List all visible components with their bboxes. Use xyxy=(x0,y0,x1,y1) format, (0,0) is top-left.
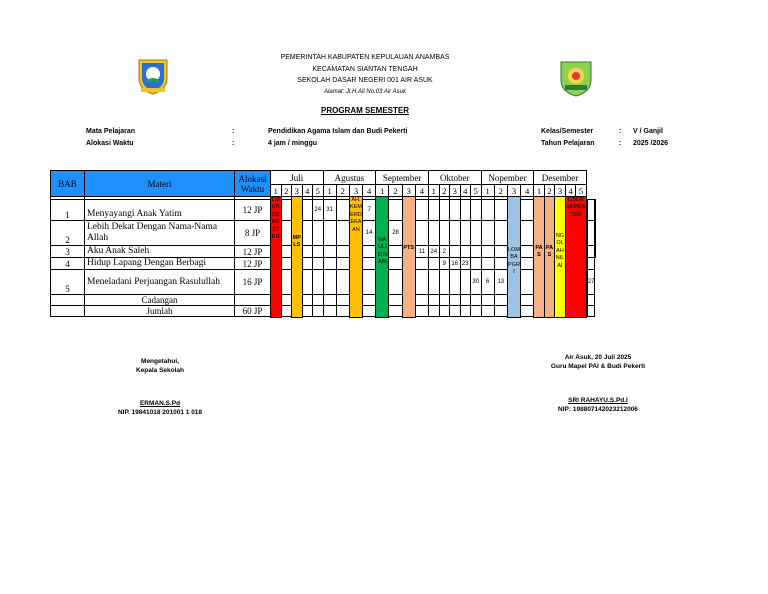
week-cell xyxy=(323,221,336,246)
spacer-cell xyxy=(587,317,595,318)
info-colons xyxy=(232,126,234,150)
week-cell xyxy=(302,295,313,306)
date-cell: 9 xyxy=(439,258,450,270)
week-cell: 5 xyxy=(471,185,482,197)
week-cell xyxy=(363,246,376,258)
week-cell xyxy=(363,258,376,270)
spacer-cell xyxy=(336,317,349,318)
week-cell xyxy=(481,200,494,221)
info-values-right xyxy=(633,126,668,150)
week-cell: 4 xyxy=(565,185,576,197)
date-cell: 16 xyxy=(450,258,461,270)
week-cell xyxy=(336,200,349,221)
week-cell xyxy=(363,306,376,317)
jp-cell: 16 JP xyxy=(235,270,271,295)
week-cell: 2 xyxy=(281,185,292,197)
week-cell xyxy=(460,221,471,246)
week-cell xyxy=(494,306,507,317)
event-pas-2: PAS xyxy=(544,197,555,318)
week-cell xyxy=(439,221,450,246)
week-cell xyxy=(450,221,461,246)
week-cell xyxy=(415,200,428,221)
tahun-label: Tahun Pelajaran xyxy=(541,140,595,147)
week-cell xyxy=(389,258,402,270)
week-cell: 5 xyxy=(313,185,324,197)
week-cell: 2 xyxy=(544,185,555,197)
week-cell xyxy=(313,270,324,295)
kabupaten-logo xyxy=(133,56,173,96)
colon: : xyxy=(232,140,235,147)
week-cell xyxy=(460,200,471,221)
week-cell xyxy=(389,295,402,306)
week-cell xyxy=(429,221,440,246)
date-cell: 6 xyxy=(481,270,494,295)
week-cell xyxy=(415,295,428,306)
week-cell xyxy=(281,200,292,221)
date-cell: 11 xyxy=(415,246,428,258)
week-cell xyxy=(460,295,471,306)
spacer-cell xyxy=(494,317,507,318)
week-cell xyxy=(302,270,313,295)
jp-cell: 12 JP xyxy=(235,246,271,258)
week-cell xyxy=(481,306,494,317)
month-oktober: Oktober xyxy=(429,171,482,185)
week-cell: 1 xyxy=(481,185,494,197)
week-cell xyxy=(313,295,324,306)
spacer-cell xyxy=(51,317,85,318)
week-cell: 4 xyxy=(302,185,313,197)
bab-cell xyxy=(51,295,85,306)
week-cell xyxy=(313,246,324,258)
week-cell: 1 xyxy=(534,185,545,197)
week-cell xyxy=(587,221,595,246)
info-labels xyxy=(86,126,135,150)
month-september: September xyxy=(376,171,429,185)
week-cell: 3 xyxy=(507,185,520,197)
materi-cell: Aku Anak Saleh xyxy=(85,246,235,258)
week-cell xyxy=(587,246,595,258)
materi-cell: Hidup Lapang Dengan Berbagi xyxy=(85,258,235,270)
col-bab: BAB xyxy=(51,171,85,197)
week-cell xyxy=(595,221,596,246)
week-cell xyxy=(587,306,595,317)
week-cell: 2 xyxy=(389,185,402,197)
week-cell xyxy=(521,200,534,221)
sig-left-line2: Kepala Sekolah xyxy=(135,367,185,374)
header-address: Alamat: Jl.H.Ali No.03 Air Asuk xyxy=(324,88,406,95)
week-cell xyxy=(494,200,507,221)
week-cell: 3 xyxy=(349,185,362,197)
week-cell xyxy=(363,295,376,306)
week-cell: 3 xyxy=(450,185,461,197)
week-cell xyxy=(429,200,440,221)
week-cell xyxy=(521,221,534,246)
week-cell: 1 xyxy=(429,185,440,197)
week-cell xyxy=(439,200,450,221)
school-logo xyxy=(556,58,596,98)
materi-cell: Lebih Dekat Dengan Nama-Nama Allah xyxy=(85,221,235,246)
week-cell xyxy=(471,246,482,258)
week-cell xyxy=(439,306,450,317)
week-cell: 5 xyxy=(576,185,587,197)
week-cell: 4 xyxy=(363,185,376,197)
week-cell xyxy=(595,200,596,221)
header-line-2: KECAMATAN SIANTAN TENGAH xyxy=(312,65,418,73)
week-cell xyxy=(336,270,349,295)
week-cell xyxy=(521,270,534,295)
spacer-cell xyxy=(363,317,376,318)
event-mpls: MPLS xyxy=(292,197,303,318)
week-cell xyxy=(336,258,349,270)
colon: : xyxy=(232,128,235,135)
colon: : xyxy=(619,140,622,147)
week-cell xyxy=(494,258,507,270)
week-cell xyxy=(439,295,450,306)
signature-right xyxy=(528,353,668,371)
week-cell xyxy=(481,295,494,306)
spacer-cell xyxy=(450,317,461,318)
week-cell: 4 xyxy=(521,185,534,197)
col-materi: Materi xyxy=(85,171,235,197)
date-cell: 27 xyxy=(587,270,595,295)
week-cell xyxy=(481,258,494,270)
jumlah-label: Jumlah xyxy=(85,306,235,317)
week-cell xyxy=(389,200,402,221)
bab-cell: 4 xyxy=(51,258,85,270)
page-title: PROGRAM SEMESTER xyxy=(320,106,409,115)
week-cell xyxy=(281,306,292,317)
week-cell xyxy=(595,246,596,258)
week-cell xyxy=(439,270,450,295)
month-juli: Juli xyxy=(271,171,324,185)
bab-cell: 1 xyxy=(51,200,85,221)
week-cell xyxy=(281,295,292,306)
date-cell: 13 xyxy=(494,270,507,295)
spacer-cell xyxy=(521,317,534,318)
spacer-cell xyxy=(281,317,292,318)
info-labels-right xyxy=(541,126,595,150)
week-cell: 3 xyxy=(402,185,415,197)
week-cell xyxy=(481,221,494,246)
week-cell xyxy=(336,221,349,246)
week-cell xyxy=(429,258,440,270)
event-libur-semester-2: LIBUR SEMESTER xyxy=(565,197,586,318)
week-cell xyxy=(323,258,336,270)
event-maulid-nabi: MAULID NABI xyxy=(376,197,389,318)
week-cell xyxy=(481,246,494,258)
materi-cell: Menyayangi Anak Yatim xyxy=(85,200,235,221)
week-cell: 1 xyxy=(271,185,282,197)
alokasi-label: Alokasi Waktu xyxy=(86,140,134,147)
bab-cell: 5 xyxy=(51,270,85,295)
week-cell xyxy=(302,221,313,246)
week-cell: 2 xyxy=(494,185,507,197)
week-cell xyxy=(521,246,534,258)
sig-right-name: SRI RAHAYU.S.Pd.I xyxy=(568,397,628,404)
date-cell: 2 xyxy=(439,246,450,258)
week-cell xyxy=(415,258,428,270)
week-cell xyxy=(281,246,292,258)
week-cell xyxy=(363,270,376,295)
week-cell: 1 xyxy=(376,185,389,197)
jp-cell: 12 JP xyxy=(235,258,271,270)
jumlah-jp: 60 JP xyxy=(235,306,271,317)
spacer-cell xyxy=(389,317,402,318)
week-cell xyxy=(471,200,482,221)
spacer-cell xyxy=(313,317,324,318)
week-cell xyxy=(323,295,336,306)
event-lomba-pgri: LOMBA PGRI xyxy=(507,197,520,318)
week-cell: 3 xyxy=(292,185,303,197)
date-cell: 14 xyxy=(363,221,376,246)
week-cell xyxy=(336,246,349,258)
sig-right-nip: NIP: 198807142023212006 xyxy=(558,406,638,413)
bab-cell: 3 xyxy=(51,246,85,258)
week-cell xyxy=(429,306,440,317)
sig-left-line1: Mengetahui, xyxy=(141,358,179,365)
date-cell: 28 xyxy=(389,221,402,246)
event-libur-semester-1: LIBUR SEMESTER xyxy=(271,197,282,318)
week-cell xyxy=(471,258,482,270)
header-line-1: PEMERINTAH KABUPATEN KEPULAUAN ANAMBAS xyxy=(280,54,450,61)
event-pas-1: PAS xyxy=(534,197,545,318)
week-cell xyxy=(521,295,534,306)
kelas-label: Kelas/Semester xyxy=(541,128,594,135)
mapel-value: Pendidikan Agama Islam dan Budi Pekerti xyxy=(268,128,408,135)
week-cell xyxy=(389,306,402,317)
col-alokasi: Alokasi Waktu xyxy=(235,171,271,197)
date-cell: 24 xyxy=(429,246,440,258)
signature-left xyxy=(100,357,220,375)
letterhead xyxy=(200,52,530,98)
spacer-cell xyxy=(323,317,336,318)
week-cell xyxy=(415,221,428,246)
week-cell xyxy=(450,246,461,258)
cadangan-label: Cadangan xyxy=(85,295,235,306)
week-cell xyxy=(494,246,507,258)
spacer-cell xyxy=(415,317,428,318)
week-cell xyxy=(429,295,440,306)
week-cell xyxy=(323,270,336,295)
info-values xyxy=(268,126,407,150)
week-cell xyxy=(450,270,461,295)
kelas-value: V / Ganjil xyxy=(633,128,663,135)
sig-right-line1: Air Asuk, 20 Juli 2025 xyxy=(564,354,632,361)
week-cell xyxy=(450,295,461,306)
date-cell: 24 xyxy=(313,200,324,221)
week-cell xyxy=(313,306,324,317)
week-cell xyxy=(389,246,402,258)
week-cell: 2 xyxy=(336,185,349,197)
week-cell xyxy=(415,306,428,317)
sig-left-nip: NIP. 19841018 201001 1 018 xyxy=(117,409,203,416)
sig-left-name: ERMAN.S.Pd xyxy=(139,400,181,407)
jp-cell: 12 JP xyxy=(235,200,271,221)
event-hut-kemerdekaan: AH.KEMERDEKAAN xyxy=(349,197,362,318)
colon: : xyxy=(619,128,622,135)
date-cell: 7 xyxy=(363,200,376,221)
bab-cell: 2 xyxy=(51,221,85,246)
week-cell xyxy=(281,258,292,270)
spacer-cell xyxy=(439,317,450,318)
week-cell xyxy=(389,270,402,295)
date-cell: 30 xyxy=(471,270,482,295)
week-cell xyxy=(460,306,471,317)
week-cell: 4 xyxy=(460,185,471,197)
spacer-cell xyxy=(302,317,313,318)
tahun-value: 2025 /2026 xyxy=(633,140,669,147)
week-cell xyxy=(281,221,292,246)
week-cell xyxy=(587,258,595,270)
week-cell xyxy=(471,295,482,306)
week-cell: 3 xyxy=(555,185,566,197)
spacer-cell xyxy=(85,317,235,318)
week-cell: 1 xyxy=(323,185,336,197)
week-cell xyxy=(302,200,313,221)
month-desember: Desember xyxy=(534,171,587,185)
spacer-cell xyxy=(235,317,271,318)
signature-right-name xyxy=(528,396,668,414)
week-cell xyxy=(460,246,471,258)
week-cell xyxy=(521,306,534,317)
week-cell xyxy=(313,221,324,246)
week-cell xyxy=(323,306,336,317)
signature-left-name xyxy=(90,399,230,417)
week-cell xyxy=(313,258,324,270)
jp-cell xyxy=(235,295,271,306)
info-colons-right xyxy=(619,126,621,150)
week-cell xyxy=(494,221,507,246)
week-cell xyxy=(521,258,534,270)
week-cell xyxy=(323,246,336,258)
week-cell xyxy=(302,306,313,317)
week-cell xyxy=(471,306,482,317)
week-cell xyxy=(494,295,507,306)
week-cell xyxy=(450,200,461,221)
spacer-cell xyxy=(481,317,494,318)
semester-program-table xyxy=(50,170,596,318)
alokasi-value: 4 jam / minggu xyxy=(268,140,318,147)
month-nopember: Nopember xyxy=(481,171,534,185)
date-cell: 31 xyxy=(323,200,336,221)
mapel-label: Mata Pelajaran xyxy=(86,128,136,135)
spacer-cell xyxy=(471,317,482,318)
date-cell: 23 xyxy=(460,258,471,270)
week-cell xyxy=(302,258,313,270)
jp-cell: 8 JP xyxy=(235,221,271,246)
month-agustus: Agustus xyxy=(323,171,376,185)
week-cell xyxy=(587,200,595,221)
week-cell xyxy=(587,295,595,306)
sig-right-line2: Guru Mapel PAI & Budi Pekerti xyxy=(550,363,646,370)
bab-cell xyxy=(51,306,85,317)
week-cell xyxy=(336,295,349,306)
week-cell: 4 xyxy=(415,185,428,197)
week-cell xyxy=(429,270,440,295)
spacer-cell xyxy=(460,317,471,318)
header-line-3: SEKOLAH DASAR NEGERI 001 AIR ASUK xyxy=(297,77,433,84)
week-cell xyxy=(415,270,428,295)
week-cell xyxy=(281,270,292,295)
spacer-cell xyxy=(429,317,440,318)
week-cell xyxy=(471,221,482,246)
week-cell xyxy=(302,246,313,258)
event-ngolah-nilai: NGOLAH NILAI xyxy=(555,197,566,318)
week-cell xyxy=(460,270,471,295)
event-pts: PTS xyxy=(402,197,415,318)
week-cell xyxy=(336,306,349,317)
week-cell xyxy=(450,306,461,317)
week-cell: 2 xyxy=(439,185,450,197)
materi-cell: Meneladani Perjuangan Rasulullah xyxy=(85,270,235,295)
